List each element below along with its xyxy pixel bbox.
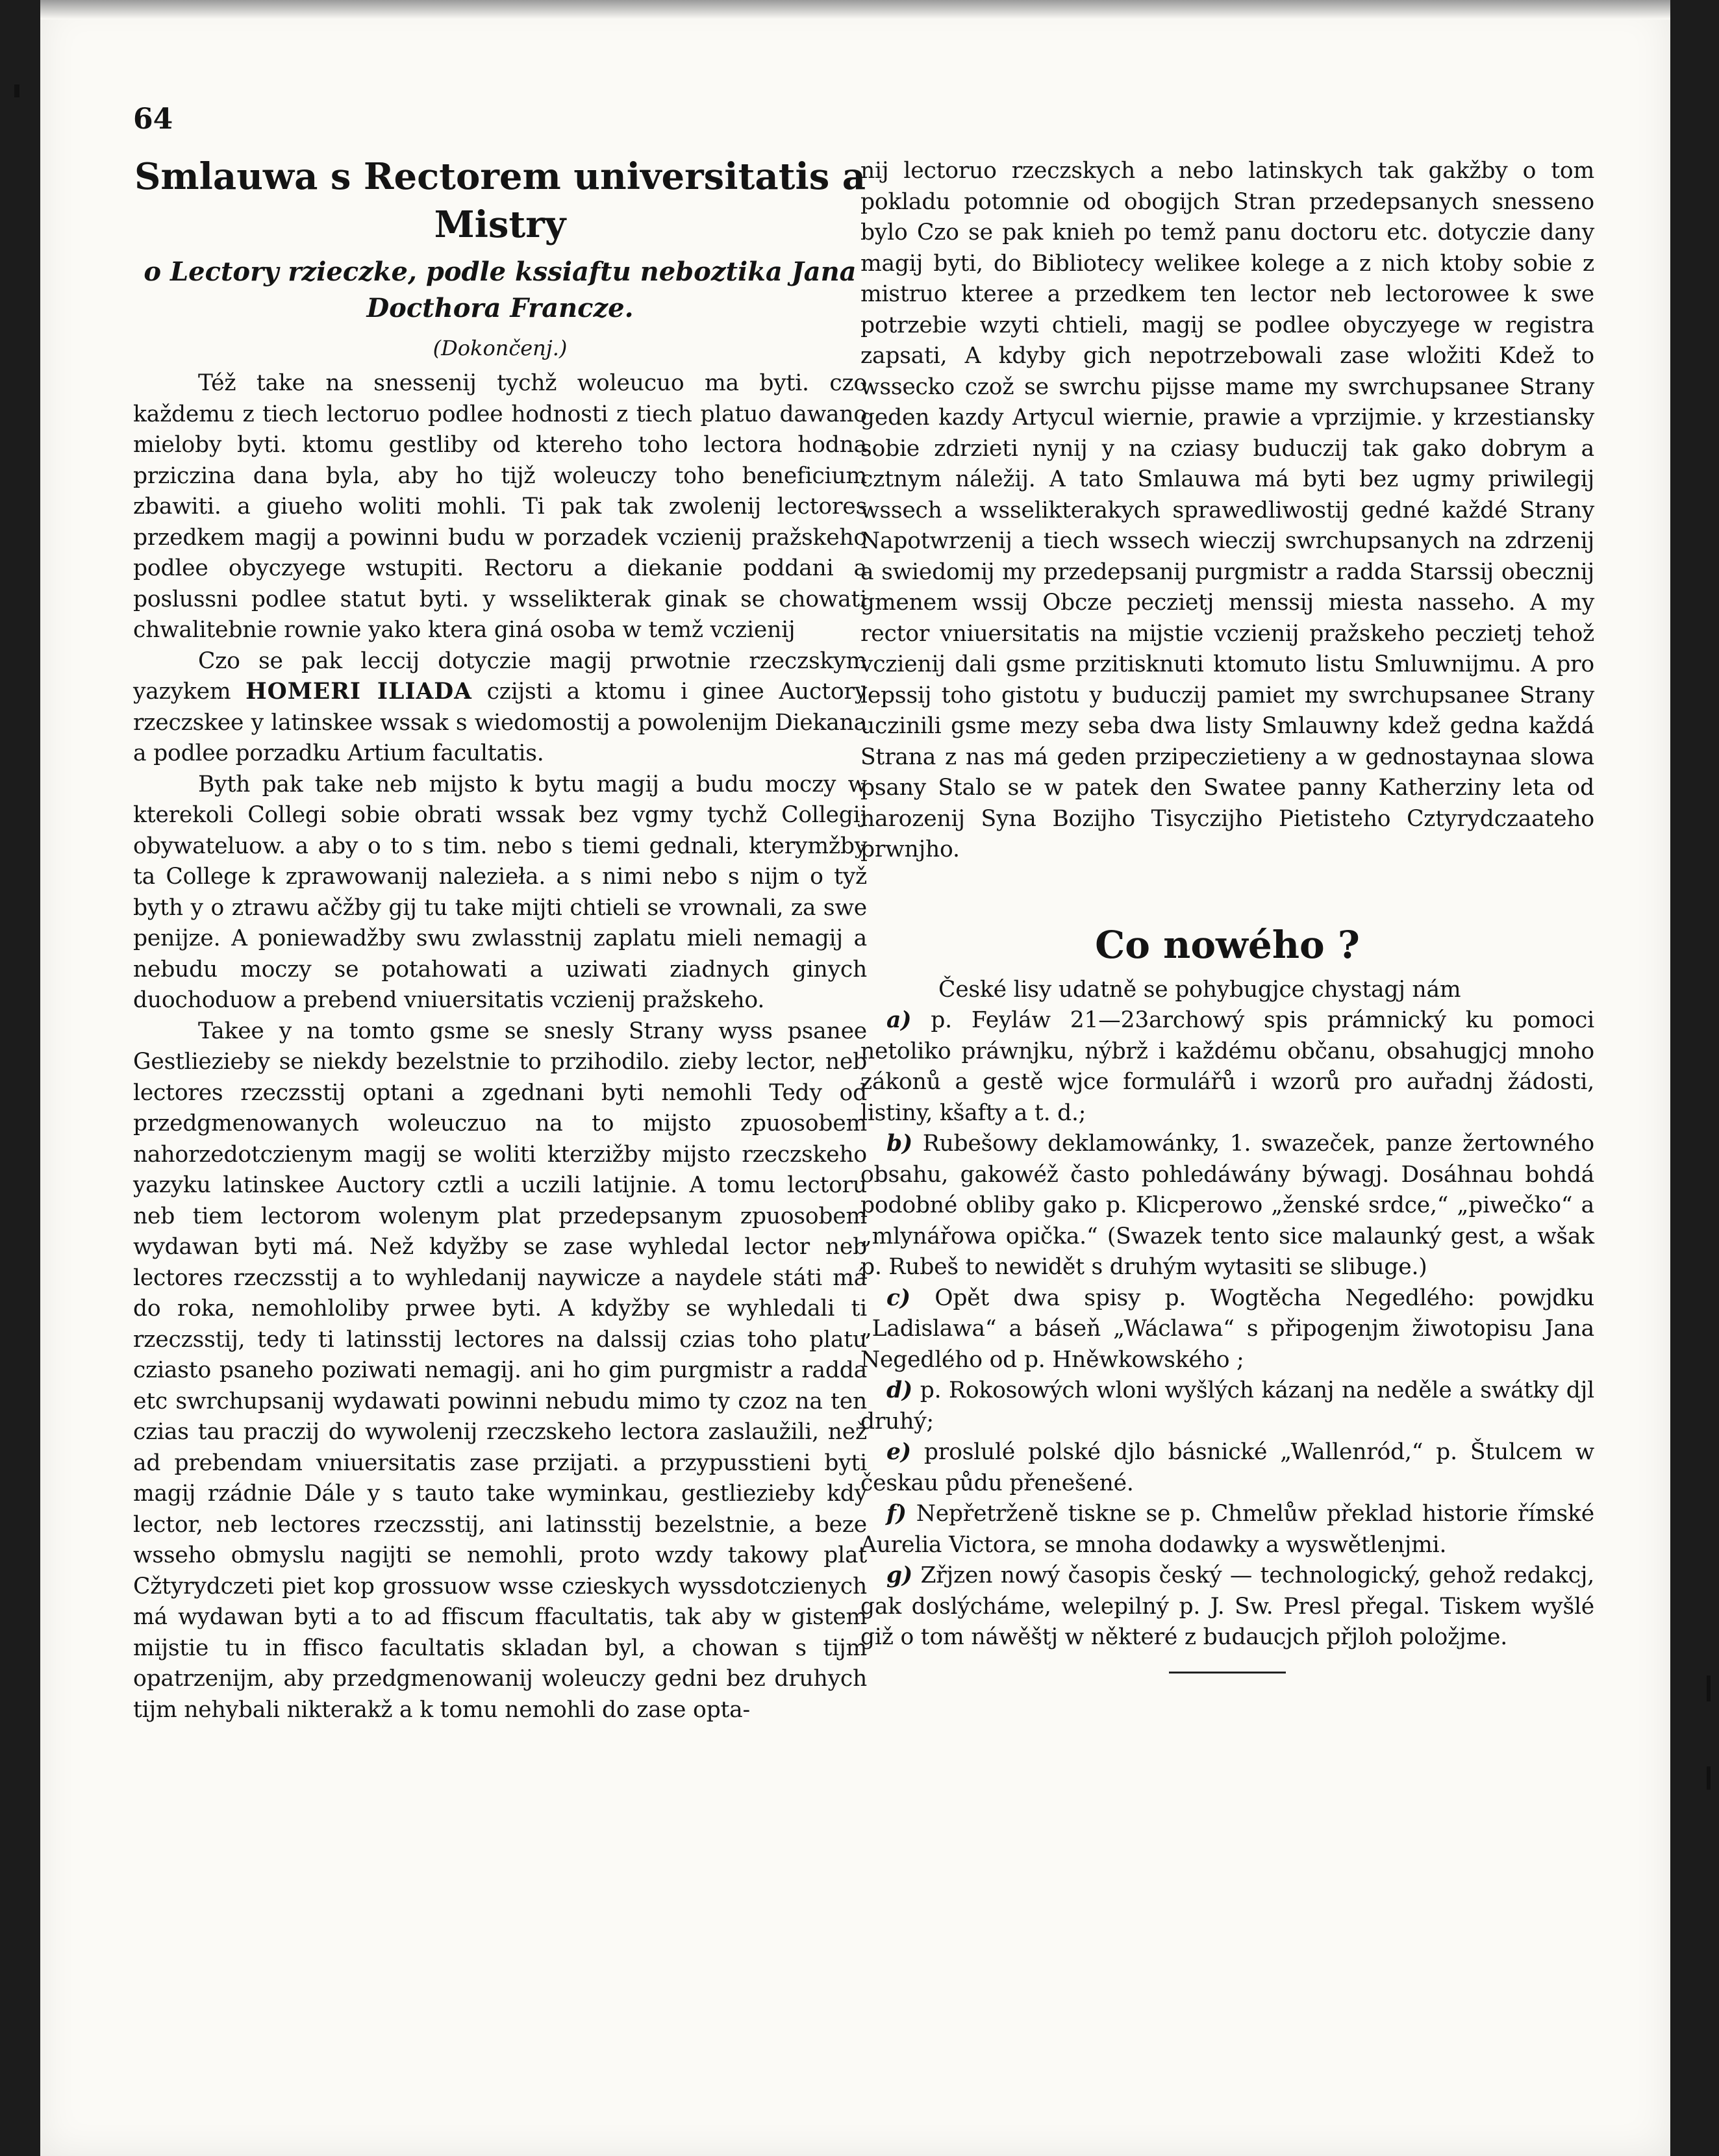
article-paragraph: Czo se pak leccij dotyczie magij prwotnie rzeczskym yazykem HOMERI ILIADA czijsti a ktomu i ginee Auctory rzeczskee y latinskee wssak s wiedomostij a powolenijm Diekana a podlee porzadku Artium facultatis. <box>133 647 867 766</box>
article-paragraph: Byth pak take neb mijsto k bytu magij a budu moczy w kterekoli Collegi sobie obrati wssak bez vgmy tychž Collegij obywateluow. a aby o to s tim. nebo s tiemi gednali, kterymžby ta College k zprawowanij nalezieła. a s nimi nebo s nijm o tyž byth y o ztrawu ačžby gij tu take mijti chtieli se vrownali, za swe penijze. A poniewadžby swu zwlasstnij zaplatu mieli nemagij a nebudu moczy se potahowati a uziwati ziadnych ginych duochoduow a prebend vniuersitatis vczienij pražskeho. <box>133 771 867 1013</box>
news-item <box>860 1437 1594 1499</box>
news-item-text: p. Rokosowých wloni wyšlých kázanj na neděle a swátky djl druhý; <box>860 1377 1594 1435</box>
news-item-text: Zřjzen nowý časopis český — technologický, gehož redakcj, gak doslýcháme, welepilný p. J. Sw. Presl přegal. Tiskem wyšlé giž o tom náwěštj w některé z budaucjch přjloh položjme. <box>860 1562 1594 1650</box>
article-paragraph: Takee y na tomto gsme se snesly Strany wyss psanee Gestliezieby se niekdy bezelstnie to przihodilo. zieby lector, neb lectores rzeczsstij optani a zgednani byti nemohli Tedy od przedgmenowanych woleuczuo na to mijsto zpuosobem nahorzedotczienym magij se woliti kterzižby mijsto rzeczskeho yazyku latinskee Auctory cztli a uczili latijnie. A tomu lectoru neb tiem lectorom wolenym plat przedepsanym zpuosobem wydawan byti má. Než kdyžby se zase wyhledal lector neb lectores rzeczsstij a to wyhledanij naywicze a naydele státi má do roka, nemohloliby prwee byti. A kdyžby se wyhledali ti rzeczsstij, tedy ti latinsstij lectores na dalssij czias toho platu cziasto psaneho poziwati nemagij. ani ho gim purgmistr a radda etc swrchupsanij wydawati powinni nebudu mimo ty czoz na ten czias tau praczij do wywolenij rzeczskeho lectora zaslaužili, než ad prebendam vniuersitatis zase przijati. a przypusstieni byti magij rzádnie Dále y s tauto take wyminkau, gestliezieby kdy lector, neb lectores rzeczsstij, ani latinsstij bezelstnie, a beze wsseho obmyslu nagijti se nemohli, proto wzdy takowy plat Cžtyrydczeti piet kop grossuow wsse czieskych wyssdotczienych má wydawan byti a to ad ffiscum ffacultatis, tak aby w gistem mijstie tu in ffisco facultatis skladan byl, a chowan s tijm opatrzenijm, aby przedgmenowanij woleuczy gedni bez druhych tijm nehybali nikterakž a k tomu nemohli do zase opta- <box>133 1018 867 1723</box>
news-item <box>860 1561 1594 1653</box>
news-item-text: Nepřetrženě tiskne se p. Chmelůw překlad historie římské Aurelia Victora, se mnoha dodawky a wyswětlenjmi. <box>860 1501 1594 1558</box>
news-item <box>860 1129 1594 1283</box>
margin-mark <box>1707 1675 1711 1701</box>
continued-label: (Dokončenj.) <box>433 336 568 360</box>
news-item <box>860 1375 1594 1437</box>
article-title-line2: Mistry <box>434 203 566 246</box>
news-item-letter: b) <box>886 1131 913 1157</box>
margin-mark <box>14 84 19 97</box>
article-paragraph-continued: nij lectoruo rzeczskych a nebo latinskych tak gakžby o tom pokladu potomnie od obogijch Stran przedepsanych snesseno bylo Czo se pak knieh po temž panu doctoru etc. dotyczie dany magij byti, do Bibliotecy welikee kolege a z nich ktoby sobie z mistruo kteree a przedkem ten lector neb lectorowee k swe potrzebie wzyti chtieli, magij se podlee obyczyege w registra zapsati, A kdyby gich nepotrzebowali zase wložiti Kdež to wssecko czož se swrchu pijsse mame my swrchupsanee Strany geden kazdy Artycul wiernie, prawie a vprzijmie. y krzestiansky sobie zdrzieti nynij y na cziasy buduczij tak gako dobrym a cztnym náležij. A tato Smlauwa má byti bez ugmy priwilegij wssech a wsselikterakych sprawedliwostij gedné každé Strany Napotwrzenij a tiech wssech wieczij swrchupsanych na zdrzenij a swiedomij my przedepsanij purgmistr a radda Starssij obecznij gmenem wssij Obcze peczietj menssij miesta nasseho. A my rector vniuersitatis na mijstie vczienij pražskeho peczietj tehož vczienij dali gsme przitisknuti ktomuto listu Smluwnijmu. A pro lepssij toho gistotu y buduczij pamiet my swrchupsanee Strany uczinili gsme mezy seba dwa listy Smlauwny kdež gedna každá Strana z nas má geden przipeczietieny a w gednostaynaa slowa psany Stalo se w patek den Swatee panny Katherziny leta od narozenij Syna Bozijho Tisyczijho Pietisteho Cztyrydczaateho prwnjho. <box>860 158 1594 862</box>
page-edge-shadow <box>40 0 1670 19</box>
news-item-letter: c) <box>886 1285 910 1311</box>
news-item-letter: e) <box>886 1439 911 1465</box>
article-subtitle <box>133 254 867 327</box>
news-item-letter: a) <box>886 1007 912 1033</box>
article-title-line1: Smlauwa s Rectorem universitatis a <box>134 155 866 198</box>
news-item-letter: d) <box>886 1377 913 1403</box>
left-column <box>133 153 867 1725</box>
news-item-text: proslulé polské djlo básnické „Wallenród,“ p. Štulcem w českau půdu přenešené. <box>860 1439 1594 1496</box>
news-item <box>860 1499 1594 1561</box>
article-paragraph: Též take na snessenij tychž woleucuo ma byti. czo každemu z tiech lectoruo podlee hodnosti z tiech platuo dawano mieloby byti. ktomu gestliby od ktereho toho lectora hodna prziczina dana byla, aby ho tijž woleuczy toho beneficium zbawiti. a giueho woliti mohli. Ti pak tak zwolenij lectores przedkem magij a powinni budu w porzadek vczienij pražskeho podlee obyczyege wstupiti. Rectoru a diekanie poddani a poslussni podlee statut byti. y wsselikterak ginak se chowati chwalitebnie rownie yako ktera giná osoba w temž vczienij <box>133 370 867 643</box>
right-column <box>860 156 1594 1673</box>
page-number: 64 <box>133 103 173 136</box>
news-intro: České lisy udatně se pohybugjce chystagj nám <box>938 976 1461 1003</box>
book-title-homeri-iliada: HOMERI ILIADA <box>245 679 472 705</box>
news-item <box>860 1283 1594 1376</box>
end-rule <box>1169 1672 1286 1673</box>
news-item-text: p. Feyláw 21—23archowý spis prámnický ku pomoci netoliko práwnjku, nýbrž i každému občanu, obsahugjcj mnoho zákonů a gestě wjce formulářů i wzorů pro auřadnj žádosti, listiny, kšafty a t. d.; <box>860 1007 1594 1126</box>
news-item-text: Rubešowy deklamowánky, 1. swazeček, panze žertowného obsahu, gakowéž často pohledáwány býwagj. Dosáhnau bohdá podobné obliby gako p. Klicperowo „ženské srdce,“ „piwečko“ a „mlynářowa opička.“ (Swazek tento sice malaunký gest, a wšak p. Rubeš to newidět s druhým wytasiti se slibuge.) <box>860 1131 1594 1280</box>
news-item-letter: f) <box>886 1501 907 1527</box>
article-subtitle-line1: o Lectory rzieczke, podle kssiaftu neboztika Jana <box>144 257 857 287</box>
margin-mark <box>1707 1766 1711 1790</box>
news-item-text: Opět dwa spisy p. Wogtěcha Negedlého: powjdku „Ladislawa“ a báseň „Wáclawa“ s připogenjm žiwotopisu Jana Negedlého od p. Hněwkowského ; <box>860 1285 1594 1373</box>
news-title: Co nowého ? <box>1095 922 1360 967</box>
news-item-letter: g) <box>886 1562 913 1588</box>
news-item <box>860 1005 1594 1129</box>
article-subtitle-line2: Docthora Francze. <box>366 293 634 323</box>
article-title <box>133 153 867 249</box>
